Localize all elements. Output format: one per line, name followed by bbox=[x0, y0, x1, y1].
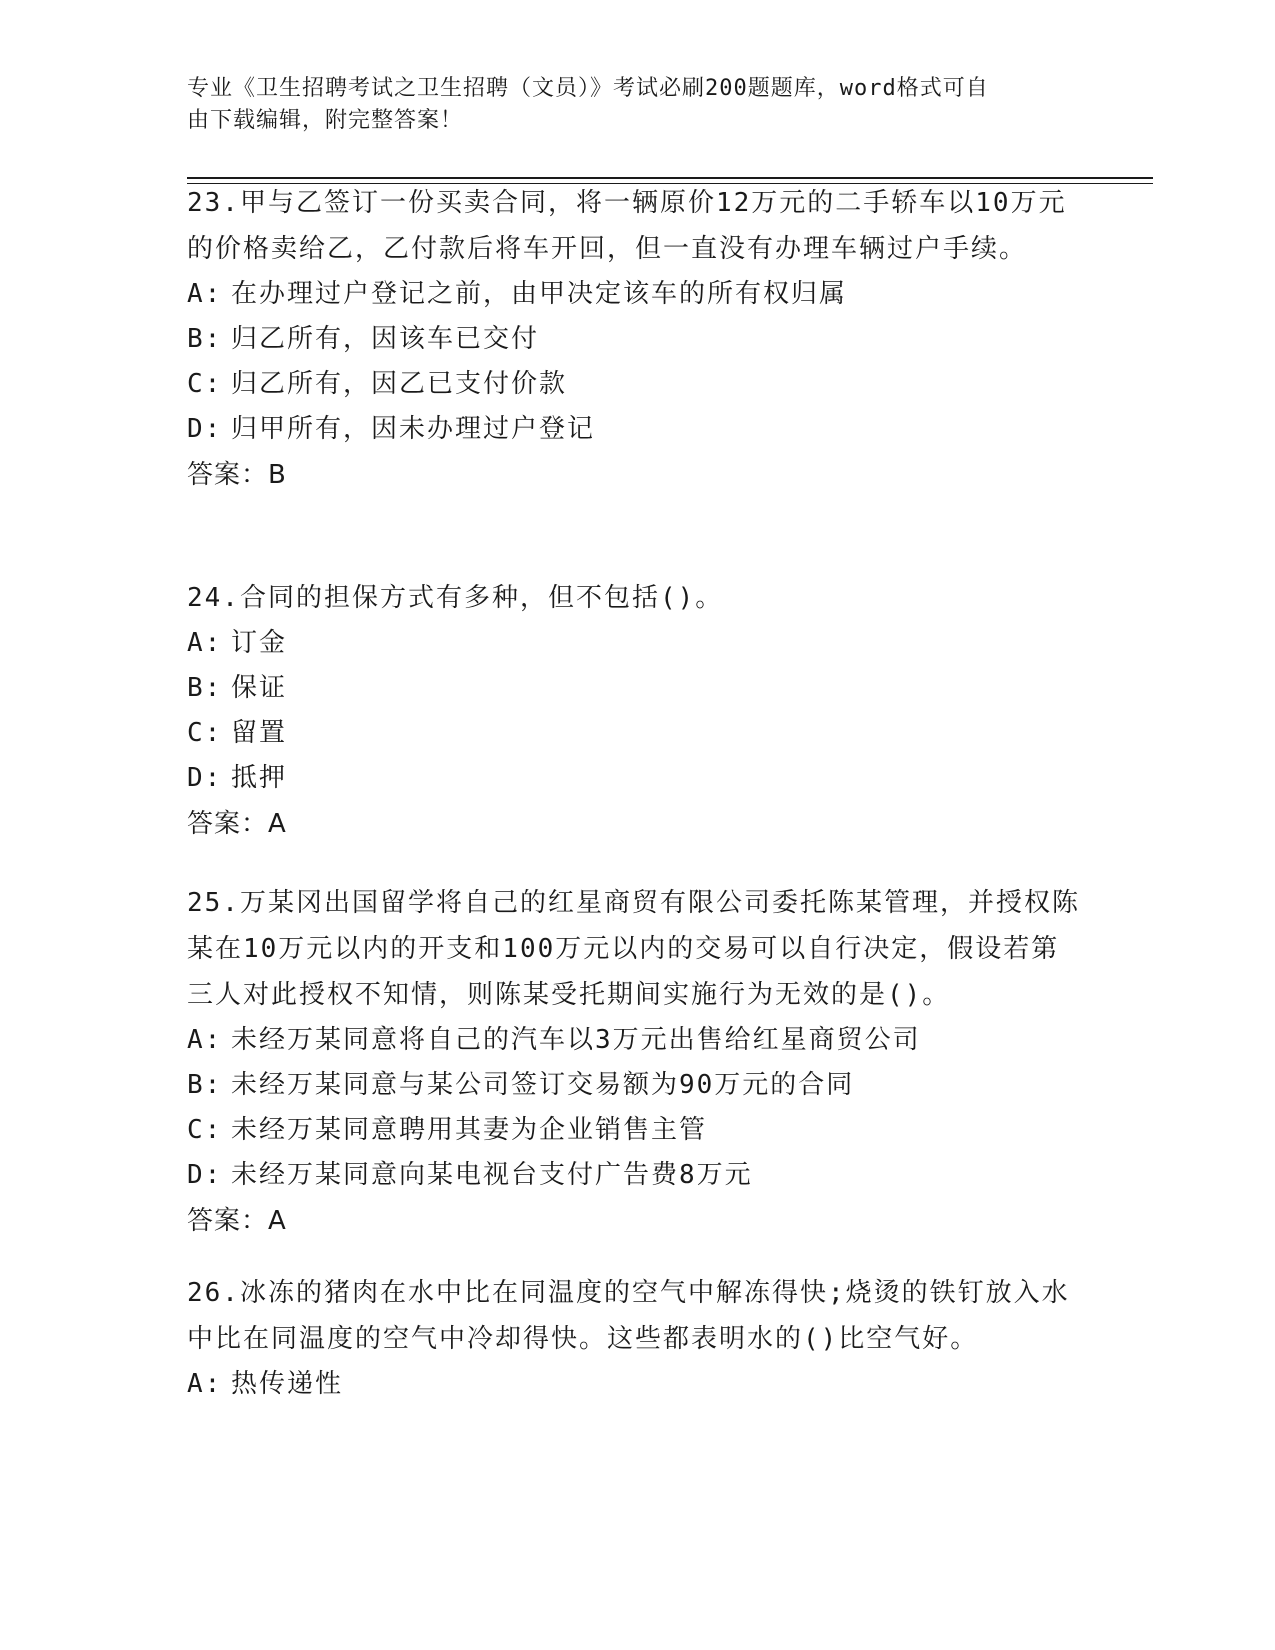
option-text: 抵押 bbox=[231, 763, 288, 793]
option-letter: B: bbox=[187, 673, 223, 703]
option-text: 订金 bbox=[231, 628, 288, 658]
option-text: 未经万某同意与某公司签订交易额为90万元的合同 bbox=[231, 1070, 855, 1100]
option-c bbox=[187, 1108, 1087, 1153]
header-line-1: 专业《卫生招聘考试之卫生招聘（文员）》考试必刷200题题库，word格式可自 bbox=[187, 76, 989, 101]
option-letter: A: bbox=[187, 1369, 223, 1399]
option-b bbox=[187, 317, 1087, 362]
option-text: 归甲所有，因未办理过户登记 bbox=[231, 414, 596, 444]
option-d bbox=[187, 1153, 1087, 1198]
option-text: 未经万某同意将自己的汽车以3万元出售给红星商贸公司 bbox=[231, 1025, 921, 1055]
option-d bbox=[187, 407, 1087, 452]
question-stem: 25.万某冈出国留学将自己的红星商贸有限公司委托陈某管理，并授权陈某在10万元以内的开支和100万元以内的交易可以自行决定，假设若第三人对此授权不知情，则陈某受托期间实施行为无效的是()。 bbox=[187, 888, 1080, 1010]
option-d bbox=[187, 756, 1087, 801]
question-23 bbox=[187, 180, 1087, 498]
option-a bbox=[187, 621, 1087, 666]
question-stem: 24.合同的担保方式有多种，但不包括()。 bbox=[187, 583, 724, 613]
answer-key: 答案：B bbox=[187, 460, 287, 490]
option-a bbox=[187, 272, 1087, 317]
option-text: 热传递性 bbox=[231, 1369, 344, 1399]
header-divider-thick bbox=[187, 177, 1153, 179]
option-letter: A: bbox=[187, 628, 223, 658]
answer-key: 答案：A bbox=[187, 1206, 287, 1236]
option-letter: C: bbox=[187, 718, 223, 748]
option-text: 在办理过户登记之前，由甲决定该车的所有权归属 bbox=[231, 279, 848, 309]
option-text: 归乙所有，因该车已交付 bbox=[231, 324, 540, 354]
option-c bbox=[187, 711, 1087, 756]
question-24 bbox=[187, 575, 1087, 847]
question-stem: 23.甲与乙签订一份买卖合同，将一辆原价12万元的二手轿车以10万元的价格卖给乙，乙付款后将车开回，但一直没有办理车辆过户手续。 bbox=[187, 188, 1067, 264]
document-header bbox=[187, 73, 1067, 137]
option-text: 留置 bbox=[231, 718, 288, 748]
option-letter: D: bbox=[187, 763, 223, 793]
question-stem: 26.冰冻的猪肉在水中比在同温度的空气中解冻得快;烧烫的铁钉放入水中比在同温度的空气中冷却得快。这些都表明水的()比空气好。 bbox=[187, 1278, 1070, 1354]
option-letter: A: bbox=[187, 1025, 223, 1055]
option-letter: B: bbox=[187, 1070, 223, 1100]
option-text: 归乙所有，因乙已支付价款 bbox=[231, 369, 568, 399]
header-line-2: 由下载编辑，附完整答案！ bbox=[187, 108, 464, 133]
option-text: 保证 bbox=[231, 673, 288, 703]
option-letter: D: bbox=[187, 414, 223, 444]
option-b bbox=[187, 1063, 1087, 1108]
option-letter: C: bbox=[187, 369, 223, 399]
option-text: 未经万某同意聘用其妻为企业销售主管 bbox=[231, 1115, 708, 1145]
option-b bbox=[187, 666, 1087, 711]
option-letter: C: bbox=[187, 1115, 223, 1145]
answer-key: 答案：A bbox=[187, 809, 287, 839]
option-letter: B: bbox=[187, 324, 223, 354]
option-c bbox=[187, 362, 1087, 407]
option-letter: D: bbox=[187, 1160, 223, 1190]
question-25 bbox=[187, 880, 1087, 1244]
option-a bbox=[187, 1362, 1087, 1407]
question-26 bbox=[187, 1270, 1087, 1407]
option-text: 未经万某同意向某电视台支付广告费8万元 bbox=[231, 1160, 753, 1190]
option-a bbox=[187, 1018, 1087, 1063]
option-letter: A: bbox=[187, 279, 223, 309]
